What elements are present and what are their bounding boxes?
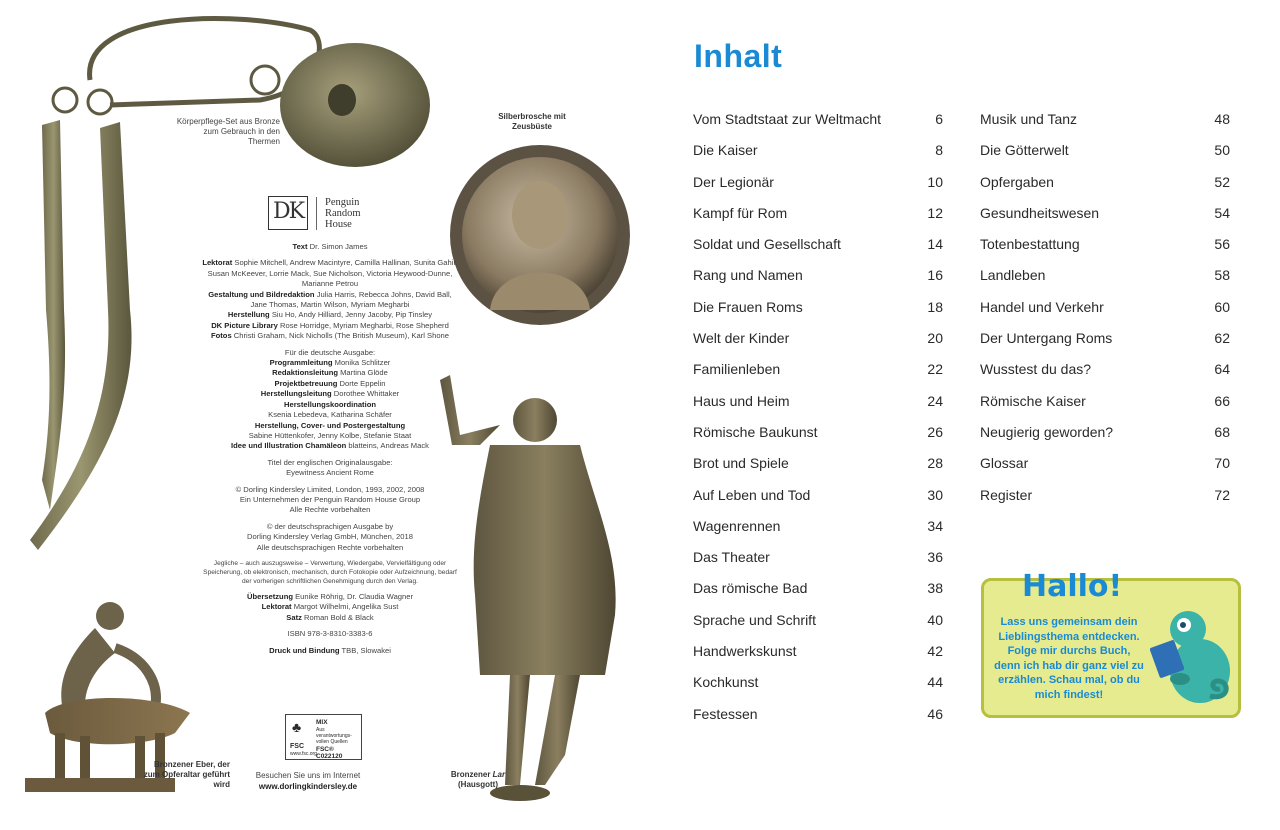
imprint-gestaltung: Gestaltung und Bildredaktion Julia Harris, Rebecca Johns, David Ball, Jane Thomas, Martin Wilson, Myriam Megharbi — [208, 289, 452, 310]
toc-entry-title: Die Frauen Roms — [693, 298, 803, 315]
page-title: Inhalt — [694, 38, 783, 74]
toc-entry-page: 52 — [1214, 173, 1230, 190]
hallo-heading: Hallo! — [1022, 569, 1123, 604]
toc-entry-page: 20 — [927, 330, 943, 347]
toc-entry-title: Auf Leben und Tod — [693, 486, 811, 503]
toc-entry-title: Register — [980, 486, 1033, 503]
toc-entry[interactable] — [693, 610, 943, 641]
toc-entry-title: Der Untergang Roms — [980, 330, 1113, 347]
toc-entry-title: Römische Kaiser — [980, 392, 1086, 409]
imprint-druck: Druck und Bindung TBB, Slowakei — [269, 645, 391, 655]
toc-entry[interactable] — [693, 140, 943, 171]
toc-entry[interactable] — [693, 328, 943, 359]
toc-entry[interactable] — [980, 359, 1230, 390]
toc-column-1 — [693, 109, 943, 735]
toc-column-2 — [980, 109, 1230, 516]
toc-entry[interactable] — [693, 704, 943, 735]
toc-entry-title: Das Theater — [693, 549, 770, 566]
toc-entry-page: 64 — [1214, 361, 1230, 378]
toc-entry-page: 54 — [1214, 204, 1230, 221]
toc-entry-page: 24 — [927, 392, 943, 409]
toc-entry[interactable] — [693, 641, 943, 672]
toc-entry-page: 68 — [1214, 423, 1230, 440]
toc-entry-title: Handwerkskunst — [693, 643, 797, 660]
toc-entry-title: Rang und Namen — [693, 267, 803, 284]
toc-entry[interactable] — [980, 172, 1230, 203]
toc-entry-page: 30 — [927, 486, 943, 503]
toc-entry[interactable] — [693, 265, 943, 296]
toc-entry-page: 58 — [1214, 267, 1230, 284]
imprint-programm: Programmleitung Monika Schlitzer — [269, 358, 391, 368]
website-link[interactable]: www.dorlingkindersley.de — [258, 782, 358, 791]
fsc-logo: ♣ FSC www.fsc.org MIX Aus verantwortungs-vollen Quellen FSC® C022120 — [285, 714, 362, 760]
toc-entry-page: 26 — [927, 423, 943, 440]
toc-entry[interactable] — [693, 391, 943, 422]
toc-entry[interactable] — [693, 297, 943, 328]
toc-entry-page: 42 — [927, 643, 943, 660]
imprint-idee: Idee und Illustration Chamäleon blatteins, Andreas Mack — [231, 441, 429, 451]
toc-entry[interactable] — [980, 203, 1230, 234]
right-page — [660, 0, 1280, 830]
toc-entry-title: Soldat und Gesellschaft — [693, 236, 841, 253]
toc-entry-page: 40 — [927, 611, 943, 628]
imprint-lektorat-de: Lektorat Margot Wilhelmi, Angelika Sust — [261, 602, 399, 612]
toc-entry-page: 8 — [935, 142, 943, 159]
toc-entry[interactable] — [980, 391, 1230, 422]
lar-caption: Bronzener Lar (Hausgott) — [450, 770, 506, 789]
chameleon-illustration — [1150, 601, 1235, 711]
toc-entry-page: 66 — [1214, 392, 1230, 409]
toc-entry-title: Römische Baukunst — [693, 423, 818, 440]
toc-entry[interactable] — [693, 203, 943, 234]
toc-entry-title: Vom Stadtstaat zur Weltmacht — [693, 111, 882, 127]
toc-entry[interactable] — [980, 422, 1230, 453]
hallo-box — [981, 569, 1241, 718]
toc-entry[interactable] — [693, 547, 943, 578]
imprint-text-line: Text Dr. Simon James — [292, 242, 368, 251]
toc-entry-page: 28 — [927, 455, 943, 472]
boar-caption: Bronzener Eber, der zum Opferaltar geführt wird — [143, 760, 230, 789]
imprint-picture-library: DK Picture Library Rose Horridge, Myriam Megharbi, Rose Shepherd — [211, 320, 449, 330]
toc-entry-title: Der Legionär — [693, 173, 774, 190]
imprint-fotos: Fotos Christi Graham, Nick Nicholls (The British Museum), Karl Shone — [211, 331, 449, 341]
imprint-copyright-de-1: © der deutschsprachigen Ausgabe by — [266, 521, 394, 531]
imprint-herstellungsleitung: Herstellungsleitung Dorothee Whittaker — [260, 389, 400, 399]
imprint-original-title-name: Eyewitness Ancient Rome — [286, 468, 374, 478]
toc-entry-page: 18 — [927, 298, 943, 315]
toc-entry-title: Die Kaiser — [693, 142, 758, 159]
brooch-caption: Silberbrosche mit Zeusbüste — [498, 112, 566, 131]
toc-entry-page: 22 — [927, 361, 943, 378]
penguin-random-house-logo: Penguin Random House — [316, 197, 361, 230]
toc-entry-page: 44 — [927, 674, 943, 691]
toc-entry-page: 70 — [1214, 455, 1230, 472]
toc-entry-title: Familienleben — [693, 361, 781, 378]
website-note: Besuchen Sie uns im Internet www.dorlingkindersley.de — [255, 771, 361, 791]
toc-entry-title: Haus und Heim — [693, 392, 790, 409]
strigil-caption: Körperpflege-Set aus Bronze zum Gebrauch in den Thermen — [176, 117, 280, 146]
toc-entry[interactable] — [693, 672, 943, 703]
imprint-original-title: Titel der englischen Originalausgabe: — [267, 457, 393, 467]
toc-entry-title: Totenbestattung — [980, 236, 1080, 253]
toc-entry-page: 12 — [927, 204, 943, 221]
toc-entry-title: Wagenrennen — [693, 517, 781, 534]
toc-entry[interactable] — [693, 359, 943, 390]
toc-entry-title: Festessen — [693, 705, 758, 722]
toc-entry-page: 38 — [927, 580, 943, 597]
silver-brooch-image — [445, 140, 635, 330]
imprint-cover-label: Herstellung, Cover- und Postergestaltung — [254, 420, 406, 430]
toc-entry-title: Kochkunst — [693, 674, 759, 691]
imprint-copyright-3: Alle Rechte vorbehalten — [289, 505, 371, 515]
toc-entry-title: Brot und Spiele — [693, 455, 789, 472]
toc-entry-title: Landleben — [980, 267, 1046, 284]
imprint-cover-value: Sabine Hüttenkofer, Jenny Kolbe, Stefanie Staat — [248, 430, 412, 440]
toc-entry-page: 72 — [1214, 486, 1230, 503]
imprint-german-edition: Für die deutsche Ausgabe: — [284, 347, 376, 357]
imprint-isbn: ISBN 978-3-8310-3383-6 — [287, 629, 373, 639]
toc-entry[interactable] — [980, 109, 1230, 140]
toc-entry[interactable] — [693, 234, 943, 265]
toc-entry[interactable] — [693, 109, 943, 140]
bronze-lar-statue-image — [420, 375, 620, 805]
toc-entry-title: Handel und Verkehr — [980, 298, 1104, 315]
hallo-message: Lass uns gemeinsam dein Lieblingsthema entdecken. Folge mir durchs Buch, denn ich hab dir ganz viel zu erzählen. Schau mal, ob du mich findest! — [994, 616, 1144, 701]
toc-entry[interactable] — [693, 516, 943, 547]
toc-entry-page: 10 — [927, 173, 943, 190]
toc-entry-title: Neugierig geworden? — [980, 423, 1114, 440]
toc-entry-page: 62 — [1214, 330, 1230, 347]
imprint-satz: Satz Roman Bold & Black — [286, 612, 374, 622]
toc-entry-title: Gesundheitswesen — [980, 204, 1100, 221]
toc-entry-title: Musik und Tanz — [980, 111, 1078, 127]
toc-entry-page: 6 — [935, 111, 943, 127]
imprint-uebersetzung: Übersetzung Eunike Röhrig, Dr. Claudia Wagner — [246, 591, 413, 601]
toc-entry-page: 46 — [927, 705, 943, 722]
imprint-projekt: Projektbetreuung Dorte Eppelin — [274, 378, 386, 388]
imprint-herstellung: Herstellung Siu Ho, Andy Hilliard, Jenny Jacoby, Pip Tinsley — [227, 310, 433, 320]
toc-entry-title: Welt der Kinder — [693, 330, 790, 347]
toc-entry-page: 50 — [1214, 142, 1230, 159]
imprint-copyright-1: © Dorling Kindersley Limited, London, 1993, 2002, 2008 — [235, 484, 425, 494]
toc-entry-page: 14 — [927, 236, 943, 253]
toc-entry-page: 36 — [927, 549, 943, 566]
toc-entry[interactable] — [693, 485, 943, 516]
toc-entry-title: Glossar — [980, 455, 1029, 472]
toc-entry[interactable] — [980, 453, 1230, 484]
toc-entry-title: Die Götterwelt — [980, 142, 1069, 159]
publisher-logo — [268, 196, 361, 230]
imprint-legal: Jegliche – auch auszugsweise – Verwertung, Wiedergabe, Vervielfältigung oder Speicherung, ob elektronisch, mechanisch, durch Fotokopie oder Aufzeichnung, bedarf der vorherigen schriftlichen Genehmigung durch den Verlag. — [203, 559, 457, 585]
toc-entry[interactable] — [980, 485, 1230, 516]
toc-entry-title: Sprache und Schrift — [693, 611, 816, 628]
toc-entry-page: 56 — [1214, 236, 1230, 253]
toc-entry[interactable] — [980, 328, 1230, 359]
toc-entry-title: Kampf für Rom — [693, 204, 788, 221]
dk-logo-mark: DK — [268, 196, 308, 230]
imprint-copyright-2: Ein Unternehmen der Penguin Random House Group — [239, 494, 421, 504]
toc-entry[interactable] — [980, 140, 1230, 171]
toc-entry-title: Das römische Bad — [693, 580, 808, 597]
toc-entry-page: 48 — [1214, 111, 1230, 127]
toc-entry-page: 60 — [1214, 298, 1230, 315]
tree-icon: ♣ — [292, 719, 302, 735]
toc-entry-title: Wusstest du das? — [980, 361, 1092, 378]
imprint-koordination-label: Herstellungskoordination — [284, 399, 376, 409]
imprint-koordination-value: Ksenia Lebedeva, Katharina Schäfer — [268, 410, 392, 420]
toc-entry[interactable] — [980, 234, 1230, 265]
toc-entry[interactable] — [980, 265, 1230, 296]
imprint-copyright-de-2: Dorling Kindersley Verlag GmbH, München, 2018 — [247, 532, 413, 542]
toc-entry-page: 16 — [927, 267, 943, 284]
toc-entry-title: Opfergaben — [980, 173, 1054, 190]
imprint-lektorat: Lektorat Sophie Mitchell, Andrew Macintyre, Camilla Hallinan, Sunita Gahir, Susan McKeever, Lorrie Mack, Sue Nicholson, Victoria Heywood-Dunne, Marianne Petrou — [202, 258, 458, 289]
toc-entry[interactable] — [693, 578, 943, 609]
toc-entry[interactable] — [693, 453, 943, 484]
toc-entry[interactable] — [693, 172, 943, 203]
imprint-redaktion: Redaktionsleitung Martina Glöde — [272, 368, 388, 378]
imprint-copyright-de-3: Alle deutschsprachigen Rechte vorbehalten — [256, 542, 404, 552]
toc-entry-page: 34 — [927, 517, 943, 534]
toc-entry[interactable] — [693, 422, 943, 453]
toc-entry[interactable] — [980, 297, 1230, 328]
